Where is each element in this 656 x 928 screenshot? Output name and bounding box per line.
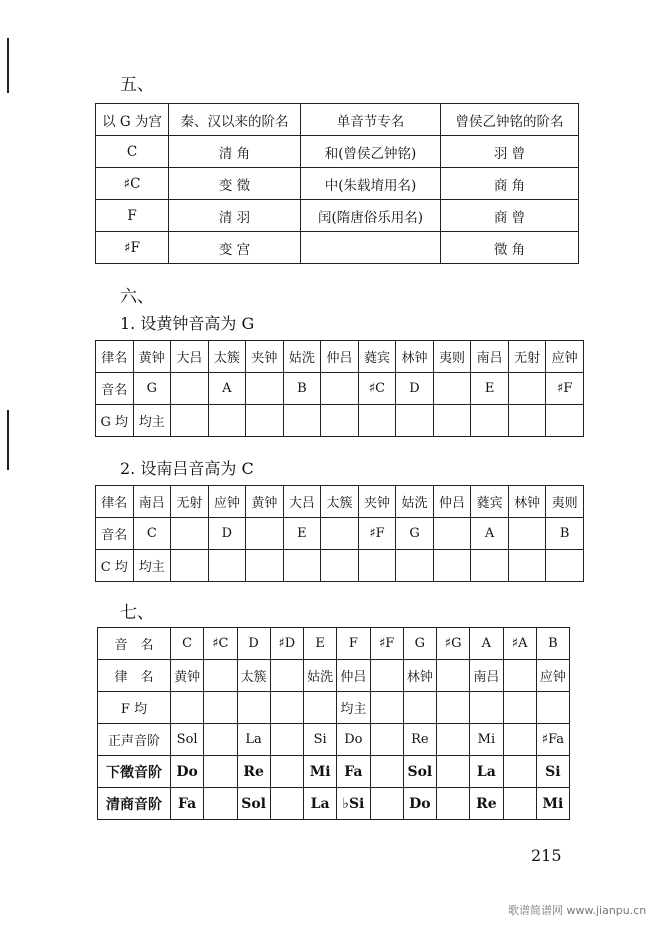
binding-mark: [7, 38, 9, 93]
table-row: [96, 136, 579, 168]
table-header-cell: 蕤宾: [471, 486, 509, 518]
table-cell: [246, 405, 284, 437]
table-header-cell: 姑洗: [396, 486, 434, 518]
table-row-label: F 均: [98, 692, 171, 724]
table-cell: [321, 405, 359, 437]
table-header-cell: ♯A: [503, 628, 536, 660]
table-header-cell: 单音节专名: [301, 104, 441, 136]
table-header-cell: 仲吕: [321, 341, 359, 373]
table-row-label: 正声音阶: [98, 724, 171, 756]
table-cell: [503, 724, 536, 756]
table-cell: ♯F: [358, 518, 396, 550]
table-cell: [503, 692, 536, 724]
table-row-label: C 均: [96, 550, 134, 582]
table-header-cell: 夷则: [546, 486, 584, 518]
table-row: [98, 692, 570, 724]
table-cell: [208, 550, 246, 582]
table-cell: A: [208, 373, 246, 405]
table-cell: [171, 550, 209, 582]
section-6-subheading-2: 2. 设南吕音高为 C: [120, 459, 254, 478]
table-header-cell: 夹钟: [246, 341, 284, 373]
table-cell: Fa: [171, 788, 204, 820]
table-cell: [433, 373, 471, 405]
table-header-cell: 以 G 为宫: [96, 104, 169, 136]
table-cell: [204, 724, 237, 756]
table-header-cell: 应钟: [546, 341, 584, 373]
table-cell: [204, 756, 237, 788]
table-cell: 闰(隋唐俗乐用名): [301, 200, 441, 232]
table-cell: [470, 692, 503, 724]
table-cell: B: [546, 518, 584, 550]
table-row: [96, 518, 584, 550]
table-cell: Mi: [470, 724, 503, 756]
table-row-label: 下徵音阶: [98, 756, 171, 788]
table-cell: [433, 550, 471, 582]
table-row: [96, 486, 584, 518]
table-cell: D: [208, 518, 246, 550]
table-row: [96, 232, 579, 264]
table-cell: 姑洗: [304, 660, 337, 692]
table-cell: [246, 373, 284, 405]
table-cell: [503, 660, 536, 692]
table-cell: E: [471, 373, 509, 405]
table-header-cell: 夹钟: [358, 486, 396, 518]
table-cell: [433, 518, 471, 550]
table-cell: [270, 724, 303, 756]
table-cell: Si: [304, 724, 337, 756]
table-header-cell: 南吕: [133, 486, 171, 518]
table-header-cell: C: [171, 628, 204, 660]
table-header-cell: 南吕: [471, 341, 509, 373]
table-cell: [370, 756, 403, 788]
table-row-label: G 均: [96, 405, 134, 437]
table-cell: [437, 756, 470, 788]
table-cell: [204, 788, 237, 820]
section-6-subheading-1: 1. 设黄钟音高为 G: [120, 314, 255, 333]
table-cell: [270, 756, 303, 788]
table-cell: [437, 660, 470, 692]
section-7-table: [97, 627, 570, 820]
table-row: [98, 756, 570, 788]
table-row: [96, 168, 579, 200]
table-cell: Re: [403, 724, 436, 756]
table-cell: 变 徵: [169, 168, 301, 200]
table-row: [96, 550, 584, 582]
table-cell: [270, 692, 303, 724]
table-cell: [204, 660, 237, 692]
table-cell: Re: [237, 756, 270, 788]
table-cell: Re: [470, 788, 503, 820]
table-header-cell: 蕤宾: [358, 341, 396, 373]
table-cell: [301, 232, 441, 264]
table-cell: 黄钟: [171, 660, 204, 692]
table-cell: 太簇: [237, 660, 270, 692]
section-6-table-1: [95, 340, 584, 437]
table-cell: ♯F: [546, 373, 584, 405]
table-cell: [208, 405, 246, 437]
section-7-heading: 七、: [120, 603, 154, 623]
table-cell: Si: [536, 756, 569, 788]
table-cell: Do: [403, 788, 436, 820]
table-cell: [508, 405, 546, 437]
table-cell: 清 羽: [169, 200, 301, 232]
table-cell: [437, 788, 470, 820]
table-cell: [508, 373, 546, 405]
table-cell: ♯C: [358, 373, 396, 405]
table-cell: 商 曾: [441, 200, 579, 232]
table-cell: Mi: [536, 788, 569, 820]
page-number: 215: [531, 846, 562, 865]
table-header-cell: 无射: [508, 341, 546, 373]
table-header-cell: G: [403, 628, 436, 660]
table-cell: [283, 550, 321, 582]
table-cell: [503, 756, 536, 788]
table-row-label: 清商音阶: [98, 788, 171, 820]
table-cell: [370, 692, 403, 724]
table-cell: 均主: [133, 550, 171, 582]
table-row-label: ♯C: [96, 168, 169, 200]
table-cell: Sol: [403, 756, 436, 788]
table-cell: Mi: [304, 756, 337, 788]
table-header-cell: A: [470, 628, 503, 660]
table-cell: [321, 550, 359, 582]
table-header-cell: 无射: [171, 486, 209, 518]
table-header-cell: 律名: [96, 341, 134, 373]
table-row: [98, 724, 570, 756]
table-cell: [246, 550, 284, 582]
table-header-cell: 音 名: [98, 628, 171, 660]
table-cell: [403, 692, 436, 724]
table-header-cell: 姑洗: [283, 341, 321, 373]
table-row: [98, 788, 570, 820]
table-cell: La: [470, 756, 503, 788]
table-header-cell: E: [304, 628, 337, 660]
table-cell: 均主: [337, 692, 370, 724]
table-row: [96, 200, 579, 232]
table-cell: [237, 692, 270, 724]
table-cell: C: [133, 518, 171, 550]
table-cell: [204, 692, 237, 724]
table-cell: La: [237, 724, 270, 756]
table-cell: [396, 405, 434, 437]
table-cell: [321, 373, 359, 405]
table-cell: Fa: [337, 756, 370, 788]
table-header-cell: ♯F: [370, 628, 403, 660]
table-cell: G: [396, 518, 434, 550]
table-cell: 羽 曾: [441, 136, 579, 168]
table-cell: [437, 692, 470, 724]
section-5-heading: 五、: [120, 75, 154, 95]
table-cell: 清 角: [169, 136, 301, 168]
table-cell: Sol: [237, 788, 270, 820]
table-cell: [270, 788, 303, 820]
table-cell: Do: [337, 724, 370, 756]
table-row-label: 律 名: [98, 660, 171, 692]
table-header-cell: 黄钟: [133, 341, 171, 373]
table-cell: [358, 405, 396, 437]
table-cell: 应钟: [536, 660, 569, 692]
table-cell: [283, 405, 321, 437]
table-header-cell: ♯D: [270, 628, 303, 660]
table-cell: [503, 788, 536, 820]
table-cell: [546, 550, 584, 582]
table-header-cell: 大吕: [171, 341, 209, 373]
table-row: [96, 104, 579, 136]
table-cell: 南吕: [470, 660, 503, 692]
table-header-cell: 律名: [96, 486, 134, 518]
table-cell: 中(朱载堉用名): [301, 168, 441, 200]
table-cell: ♭Si: [337, 788, 370, 820]
table-cell: [370, 724, 403, 756]
table-cell: A: [471, 518, 509, 550]
table-header-cell: 林钟: [396, 341, 434, 373]
table-cell: 仲吕: [337, 660, 370, 692]
table-cell: G: [133, 373, 171, 405]
table-header-cell: 曾侯乙钟铭的阶名: [441, 104, 579, 136]
table-cell: 商 角: [441, 168, 579, 200]
table-header-cell: D: [237, 628, 270, 660]
table-row-label: 音名: [96, 373, 134, 405]
table-cell: [437, 724, 470, 756]
watermark: 歌谱简谱网 www.jianpu.cn: [508, 904, 647, 917]
table-cell: 变 宫: [169, 232, 301, 264]
table-cell: [321, 518, 359, 550]
table-header-cell: 太簇: [321, 486, 359, 518]
table-cell: ♯Fa: [536, 724, 569, 756]
table-cell: [536, 692, 569, 724]
table-cell: [358, 550, 396, 582]
table-row-label: 音名: [96, 518, 134, 550]
table-header-cell: 夷则: [433, 341, 471, 373]
table-row: [98, 628, 570, 660]
table-header-cell: 太簇: [208, 341, 246, 373]
table-cell: [508, 550, 546, 582]
section-6-heading: 六、: [120, 287, 154, 307]
table-header-cell: 林钟: [508, 486, 546, 518]
table-cell: [270, 660, 303, 692]
table-cell: [546, 405, 584, 437]
table-cell: B: [283, 373, 321, 405]
table-cell: [396, 550, 434, 582]
table-row-label: F: [96, 200, 169, 232]
table-cell: [304, 692, 337, 724]
table-row: [96, 405, 584, 437]
table-cell: Sol: [171, 724, 204, 756]
table-cell: [171, 692, 204, 724]
table-cell: 和(曾侯乙钟铭): [301, 136, 441, 168]
table-cell: [370, 788, 403, 820]
table-cell: [246, 518, 284, 550]
table-cell: [471, 405, 509, 437]
table-row: [98, 660, 570, 692]
table-cell: 均主: [133, 405, 171, 437]
table-cell: D: [396, 373, 434, 405]
table-cell: E: [283, 518, 321, 550]
table-cell: La: [304, 788, 337, 820]
table-header-cell: F: [337, 628, 370, 660]
table-header-cell: ♯C: [204, 628, 237, 660]
table-header-cell: 应钟: [208, 486, 246, 518]
table-cell: [171, 518, 209, 550]
table-cell: [171, 373, 209, 405]
table-row: [96, 373, 584, 405]
table-header-cell: 黄钟: [246, 486, 284, 518]
table-row: [96, 341, 584, 373]
table-row-label: ♯F: [96, 232, 169, 264]
table-header-cell: 仲吕: [433, 486, 471, 518]
section-6-table-2: [95, 485, 584, 582]
table-header-cell: B: [536, 628, 569, 660]
table-cell: [433, 405, 471, 437]
table-cell: Do: [171, 756, 204, 788]
section-5-table: [95, 103, 579, 264]
table-cell: 徵 角: [441, 232, 579, 264]
table-cell: [370, 660, 403, 692]
binding-mark: [7, 410, 9, 470]
table-cell: [471, 550, 509, 582]
table-header-cell: ♯G: [437, 628, 470, 660]
table-header-cell: 大吕: [283, 486, 321, 518]
table-cell: [508, 518, 546, 550]
table-row-label: C: [96, 136, 169, 168]
table-cell: 林钟: [403, 660, 436, 692]
table-header-cell: 秦、汉以来的阶名: [169, 104, 301, 136]
table-cell: [171, 405, 209, 437]
